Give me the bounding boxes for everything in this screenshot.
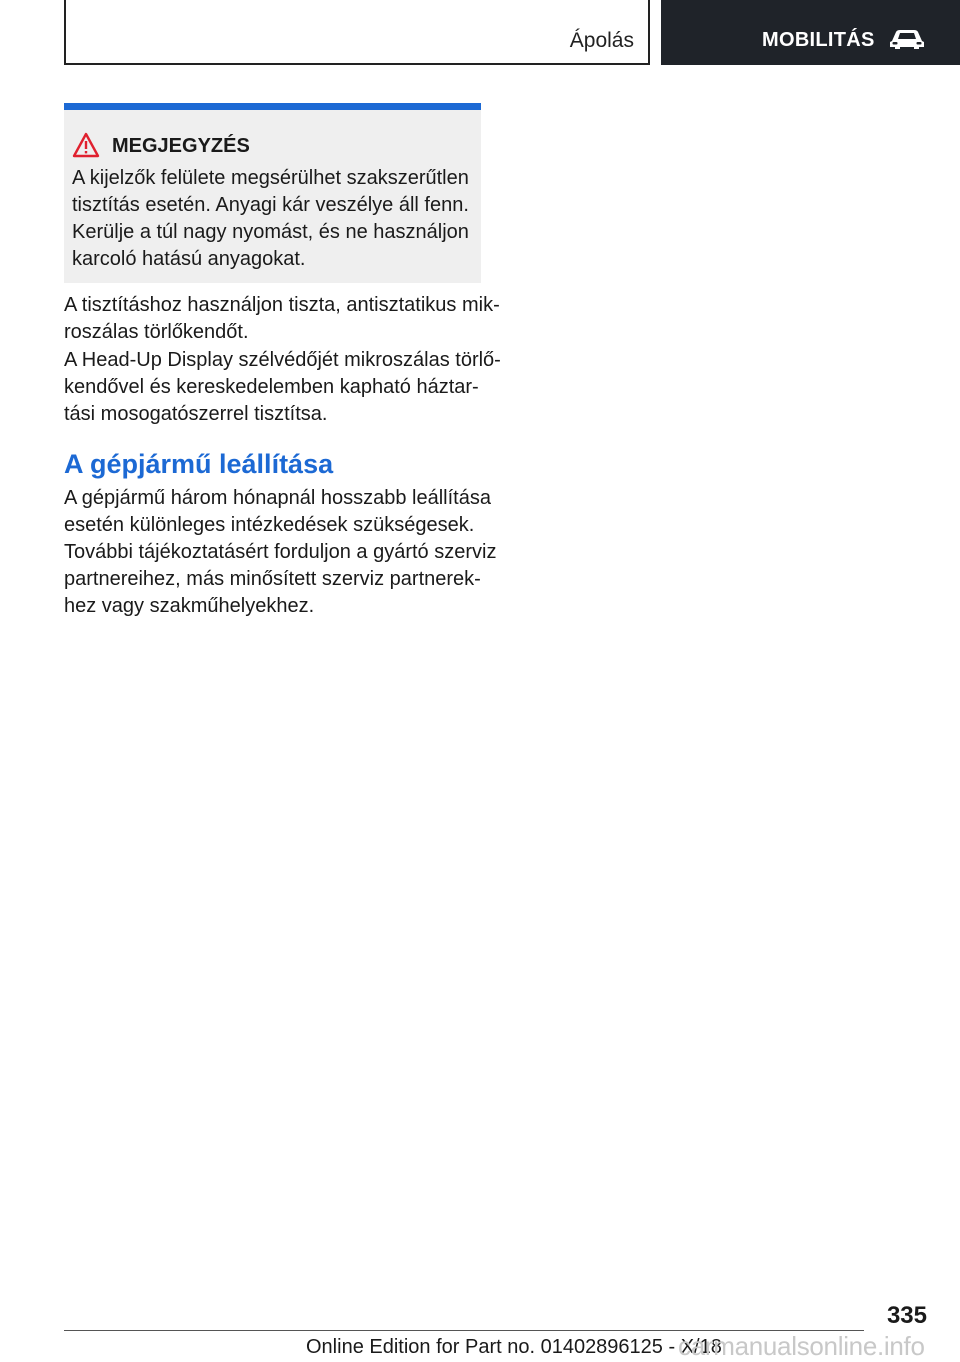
paragraph-line: tási mosogatószerrel tisztítsa. xyxy=(64,403,328,425)
header-chapter-tab xyxy=(661,0,960,65)
header-section-title: Ápolás xyxy=(569,29,634,52)
paragraph-line: hez vagy szakműhelyekhez. xyxy=(64,595,315,617)
paragraph-line: roszálas törlőkendőt. xyxy=(64,321,249,343)
paragraph-line: A tisztításhoz használjon tiszta, antisztatikus mik- xyxy=(64,294,500,316)
paragraph-vehicle-storage xyxy=(64,485,497,620)
warning-icon xyxy=(72,132,100,158)
section-heading: A gépjármű leállítása xyxy=(64,449,334,479)
notice-line: tisztítás esetén. Anyagi kár veszélye áll fenn. xyxy=(72,194,469,216)
notice-line: karcoló hatású anyagokat. xyxy=(72,248,306,270)
paragraph-line: A gépjármű három hónapnál hosszabb leállítása xyxy=(64,487,491,509)
notice-title: MEGJEGYZÉS xyxy=(112,135,250,157)
paragraph-cleaning-cloth xyxy=(64,292,500,346)
header-chapter-title: MOBILITÁS xyxy=(762,29,875,51)
notice-line: A kijelzők felülete megsérülhet szakszerűtlen xyxy=(72,167,469,189)
watermark: carmanualsonline.info xyxy=(678,1331,925,1361)
paragraph-head-up-display xyxy=(64,347,501,428)
header-section-box xyxy=(64,0,650,65)
notice-box xyxy=(64,103,481,283)
paragraph-line: A Head-Up Display szélvédőjét mikroszálas törlő- xyxy=(64,349,501,371)
notice-text xyxy=(72,165,472,273)
notice-line: Kerülje a túl nagy nyomást, és ne használjon xyxy=(72,221,469,243)
footer-edition-text: Online Edition for Part no. 01402896125 - X/18 xyxy=(306,1336,722,1358)
paragraph-line: esetén különleges intézkedések szükségesek. xyxy=(64,514,475,536)
paragraph-line: partnereihez, más minősített szerviz partnerek- xyxy=(64,568,481,590)
page-number: 335 xyxy=(886,1302,927,1329)
paragraph-line: kendővel és kereskedelemben kapható háztar- xyxy=(64,376,479,398)
paragraph-line: További tájékoztatásért forduljon a gyártó szerviz xyxy=(64,541,497,563)
car-icon xyxy=(888,28,926,50)
